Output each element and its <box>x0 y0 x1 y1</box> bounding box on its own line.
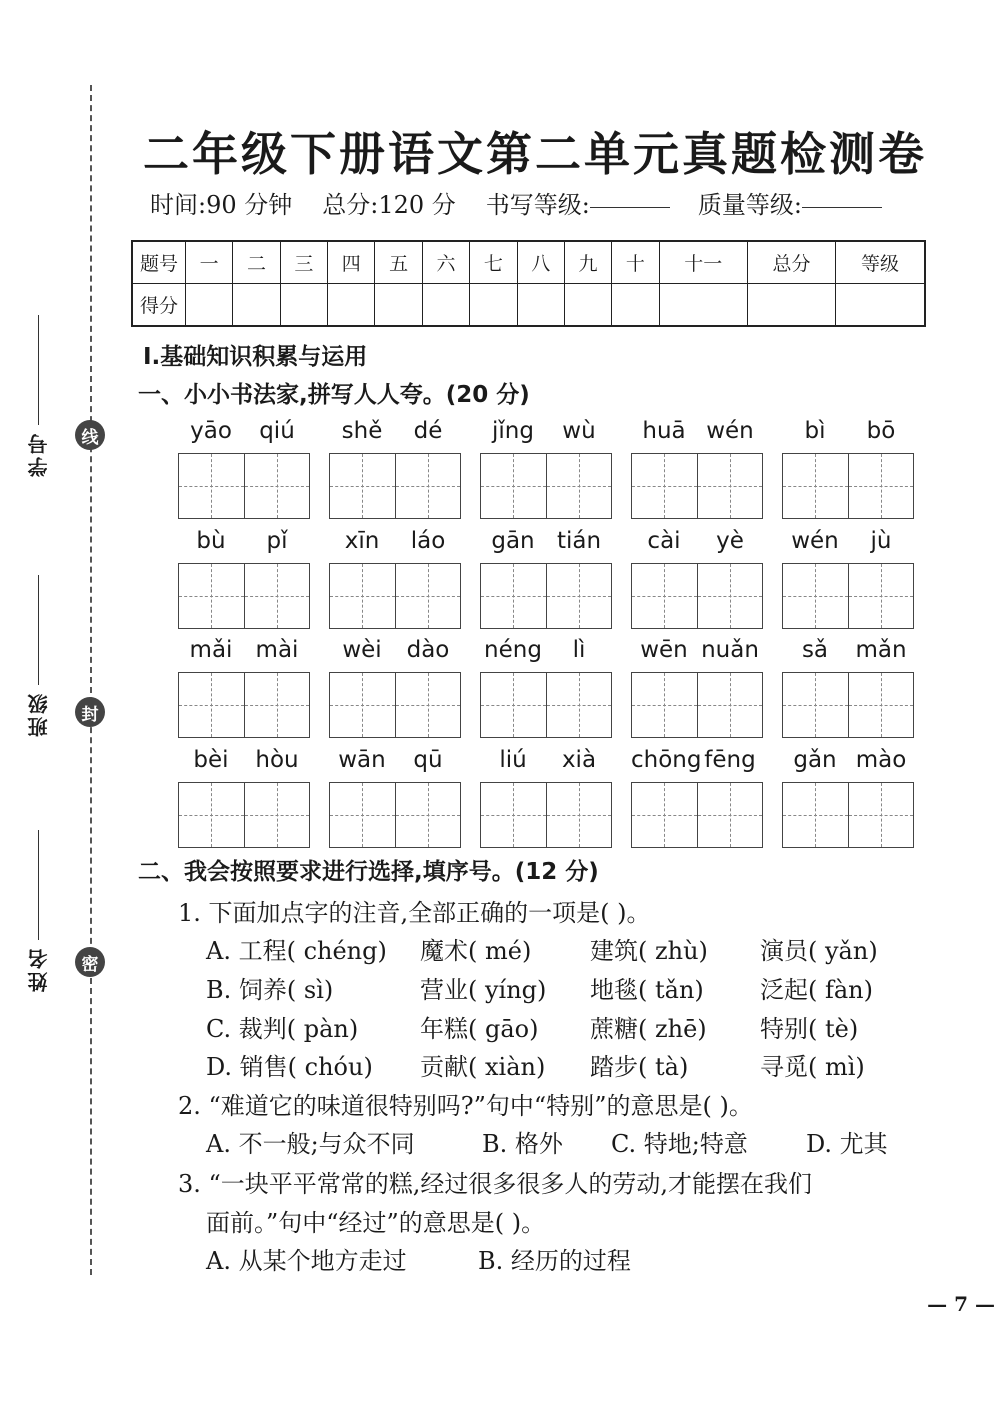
pinyin-row <box>178 637 913 747</box>
writing-cell[interactable] <box>179 673 245 737</box>
student-id-field[interactable] <box>22 315 54 477</box>
fold-dashed-line <box>90 85 92 1275</box>
pinyin-row <box>178 747 913 857</box>
score-input-cell[interactable] <box>375 284 422 327</box>
pinyin-syllable: liú <box>499 747 527 773</box>
question-2-stem: 2. “难道它的味道很特别吗?”句中“特别”的意思是( )。 <box>178 1092 753 1120</box>
tianzige-boxes <box>782 453 914 519</box>
name-blank[interactable] <box>38 830 39 940</box>
tianzige-boxes <box>480 782 612 848</box>
score-header-cell: 九 <box>564 241 611 284</box>
question-1-option[interactable]: D. 销售( chóu) <box>206 1053 373 1081</box>
writing-cell[interactable] <box>396 783 461 847</box>
writing-cell[interactable] <box>330 454 396 518</box>
pinyin-syllable: dé <box>413 418 443 444</box>
pinyin-syllable: bì <box>804 418 826 444</box>
score-header-cell: 十一 <box>659 241 747 284</box>
pinyin-syllable: fēng <box>704 747 756 773</box>
writing-cell[interactable] <box>396 564 461 628</box>
score-header-cell: 题号 <box>132 241 186 284</box>
tianzige-boxes <box>631 672 763 738</box>
pinyin-syllable: néng <box>484 637 542 663</box>
writing-cell[interactable] <box>632 673 698 737</box>
pinyin-syllable: jù <box>870 528 892 554</box>
question-3-option[interactable]: A. 从某个地方走过 <box>206 1247 407 1275</box>
tianzige-boxes <box>329 453 461 519</box>
writing-cell[interactable] <box>396 454 461 518</box>
tianzige-boxes <box>178 672 310 738</box>
writing-cell[interactable] <box>849 454 914 518</box>
writing-cell[interactable] <box>698 673 763 737</box>
score-row-label: 得分 <box>132 284 186 327</box>
class-label: 班级 <box>26 691 51 737</box>
writing-grade-blank[interactable] <box>590 185 670 208</box>
section-2-heading: 二、我会按照要求进行选择,填序号。(12 分) <box>138 859 599 885</box>
pinyin-syllable: gǎn <box>793 747 837 773</box>
score-table-header-row <box>132 241 925 284</box>
question-3-stem-line2: 面前。”句中“经过”的意思是( )。 <box>206 1209 546 1237</box>
writing-cell[interactable] <box>849 564 914 628</box>
pinyin-syllable: gān <box>491 528 535 554</box>
pinyin-syllable: pǐ <box>266 528 288 554</box>
tianzige-boxes <box>480 672 612 738</box>
score-header-cell: 六 <box>422 241 469 284</box>
pinyin-syllable: tián <box>556 528 602 554</box>
score-header-cell: 等级 <box>836 241 925 284</box>
writing-cell[interactable] <box>849 673 914 737</box>
tianzige-boxes <box>480 453 612 519</box>
question-1-word: 踏步( tà) <box>590 1053 689 1081</box>
question-1-word: 贡献( xiàn) <box>420 1053 546 1081</box>
pinyin-syllable: yāo <box>190 418 232 444</box>
tianzige-boxes <box>631 563 763 629</box>
question-1-word: 演员( yǎn) <box>760 937 878 965</box>
score-input-cell[interactable] <box>564 284 611 327</box>
question-1-word: 年糕( gāo) <box>420 1015 539 1043</box>
page-number: — 7 — <box>927 1292 995 1316</box>
writing-cell[interactable] <box>783 454 849 518</box>
score-input-cell[interactable] <box>422 284 469 327</box>
writing-cell[interactable] <box>179 783 245 847</box>
pinyin-syllable: wān <box>338 747 386 773</box>
question-1-word: 泛起( fàn) <box>760 976 874 1004</box>
time-info: 时间:90 分钟 <box>150 191 293 219</box>
tianzige-boxes <box>329 782 461 848</box>
score-input-cell[interactable] <box>517 284 564 327</box>
writing-cell[interactable] <box>481 454 547 518</box>
score-table <box>131 240 926 327</box>
writing-cell[interactable] <box>698 454 763 518</box>
score-input-cell[interactable] <box>280 284 327 327</box>
pinyin-syllable: wù <box>562 418 596 444</box>
tianzige-boxes <box>782 782 914 848</box>
writing-cell[interactable] <box>783 783 849 847</box>
pinyin-syllable: cài <box>647 528 681 554</box>
score-input-cell[interactable] <box>233 284 280 327</box>
score-header-cell: 一 <box>186 241 233 284</box>
score-header-cell: 五 <box>375 241 422 284</box>
pinyin-syllable: mǎn <box>855 637 907 663</box>
tianzige-boxes <box>329 672 461 738</box>
pinyin-syllable: xīn <box>344 528 380 554</box>
score-header-cell: 八 <box>517 241 564 284</box>
tianzige-boxes <box>178 563 310 629</box>
pinyin-syllable: láo <box>410 528 446 554</box>
question-2-option[interactable]: B. 格外 <box>482 1130 563 1158</box>
question-2-option[interactable]: D. 尤其 <box>806 1130 888 1158</box>
writing-cell[interactable] <box>547 564 612 628</box>
question-3-stem-line1: 3. “一块平平常常的糕,经过很多很多人的劳动,才能摆在我们 <box>178 1170 813 1198</box>
score-header-cell: 三 <box>280 241 327 284</box>
pinyin-syllable: jǐng <box>492 418 534 444</box>
pinyin-syllable: nuǎn <box>701 637 759 663</box>
score-header-cell: 七 <box>470 241 517 284</box>
name-label: 姓名 <box>26 946 51 992</box>
student-id-blank[interactable] <box>38 315 39 425</box>
writing-cell[interactable] <box>547 454 612 518</box>
pinyin-syllable: bō <box>866 418 896 444</box>
pinyin-syllable: bèi <box>193 747 229 773</box>
question-1-option[interactable]: C. 裁判( pàn) <box>206 1015 359 1043</box>
pinyin-syllable: xià <box>561 747 597 773</box>
pinyin-syllable: bù <box>196 528 226 554</box>
name-field[interactable] <box>22 830 54 992</box>
question-2-option[interactable]: A. 不一般;与众不同 <box>206 1130 415 1158</box>
pinyin-row <box>178 528 913 638</box>
writing-cell[interactable] <box>330 783 396 847</box>
pinyin-syllable: hòu <box>255 747 299 773</box>
score-input-cell[interactable] <box>186 284 233 327</box>
tianzige-boxes <box>178 453 310 519</box>
student-id-label: 学号 <box>26 431 51 477</box>
score-header-cell: 总分 <box>747 241 835 284</box>
tianzige-boxes <box>178 782 310 848</box>
pinyin-row <box>178 418 913 528</box>
writing-cell[interactable] <box>245 783 310 847</box>
writing-cell[interactable] <box>783 673 849 737</box>
pinyin-syllable: lì <box>572 637 586 663</box>
score-input-cell[interactable] <box>328 284 375 327</box>
tianzige-boxes <box>631 782 763 848</box>
score-header-cell: 十 <box>612 241 659 284</box>
pinyin-syllable: mài <box>255 637 299 663</box>
writing-cell[interactable] <box>245 454 310 518</box>
tianzige-boxes <box>329 563 461 629</box>
score-header-cell: 二 <box>233 241 280 284</box>
writing-cell[interactable] <box>481 783 547 847</box>
quality-grade-blank[interactable] <box>802 185 882 208</box>
pinyin-syllable: qiú <box>259 418 295 444</box>
score-input-cell[interactable] <box>470 284 517 327</box>
pinyin-syllable: mào <box>855 747 907 773</box>
writing-cell[interactable] <box>330 564 396 628</box>
exam-meta <box>150 185 882 220</box>
score-table-input-row <box>132 284 925 327</box>
score-input-cell[interactable] <box>836 284 925 327</box>
writing-grade-label: 书写等级: <box>485 191 590 219</box>
writing-cell[interactable] <box>330 673 396 737</box>
section-1-heading: 一、小小书法家,拼写人人夸。(20 分) <box>138 382 530 408</box>
pinyin-syllable: chōng <box>631 747 702 773</box>
question-1-word: 营业( yíng) <box>420 976 547 1004</box>
question-1-word: 地毯( tǎn) <box>590 976 704 1004</box>
tianzige-boxes <box>631 453 763 519</box>
question-1-option[interactable]: A. 工程( chéng) <box>206 937 387 965</box>
writing-cell[interactable] <box>396 673 461 737</box>
pinyin-syllable: yè <box>716 528 744 554</box>
pinyin-syllable: huā <box>642 418 686 444</box>
page-title: 二年级下册语文第二单元真题检测卷 <box>143 127 927 181</box>
writing-cell[interactable] <box>245 564 310 628</box>
writing-cell[interactable] <box>179 454 245 518</box>
class-field[interactable] <box>22 575 54 737</box>
score-input-cell[interactable] <box>747 284 835 327</box>
tianzige-boxes <box>782 672 914 738</box>
writing-cell[interactable] <box>783 564 849 628</box>
pinyin-syllable: mǎi <box>189 637 233 663</box>
pinyin-syllable: qū <box>413 747 443 773</box>
question-1-word: 建筑( zhù) <box>590 937 708 965</box>
question-1-word: 蔗糖( zhē) <box>590 1015 707 1043</box>
pinyin-syllable: shě <box>341 418 383 444</box>
writing-cell[interactable] <box>632 564 698 628</box>
seal-secret-mark: 密 <box>75 947 105 977</box>
seal-seal-mark: 封 <box>75 697 105 727</box>
score-input-cell[interactable] <box>612 284 659 327</box>
pinyin-syllable: wén <box>706 418 754 444</box>
class-blank[interactable] <box>38 575 39 685</box>
quality-grade-label: 质量等级: <box>697 191 802 219</box>
question-3-option[interactable]: B. 经历的过程 <box>478 1247 631 1275</box>
pinyin-syllable: wén <box>791 528 839 554</box>
writing-cell[interactable] <box>547 673 612 737</box>
question-1-word: 特别( tè) <box>760 1015 859 1043</box>
question-1-word: 魔术( mé) <box>420 937 532 965</box>
writing-cell[interactable] <box>632 783 698 847</box>
pinyin-syllable: dào <box>406 637 450 663</box>
writing-cell[interactable] <box>245 673 310 737</box>
question-1-word: 寻觅( mì) <box>760 1053 865 1081</box>
total-score-info: 总分:120 分 <box>322 191 456 219</box>
seal-line-mark: 线 <box>75 420 105 450</box>
writing-cell[interactable] <box>698 783 763 847</box>
question-1-stem: 1. 下面加点字的注音,全部正确的一项是( )。 <box>178 899 651 927</box>
pinyin-syllable: sǎ <box>801 637 829 663</box>
tianzige-boxes <box>782 563 914 629</box>
score-header-cell: 四 <box>328 241 375 284</box>
writing-cell[interactable] <box>698 564 763 628</box>
writing-cell[interactable] <box>632 454 698 518</box>
writing-cell[interactable] <box>179 564 245 628</box>
writing-cell[interactable] <box>481 564 547 628</box>
pinyin-syllable: wēn <box>640 637 688 663</box>
question-1-option[interactable]: B. 饲养( sì) <box>206 976 334 1004</box>
part-heading: Ⅰ.基础知识积累与运用 <box>143 344 368 370</box>
tianzige-boxes <box>480 563 612 629</box>
score-input-cell[interactable] <box>659 284 747 327</box>
writing-cell[interactable] <box>481 673 547 737</box>
writing-cell[interactable] <box>849 783 914 847</box>
writing-cell[interactable] <box>547 783 612 847</box>
pinyin-syllable: wèi <box>342 637 382 663</box>
question-2-option[interactable]: C. 特地;特意 <box>611 1130 748 1158</box>
